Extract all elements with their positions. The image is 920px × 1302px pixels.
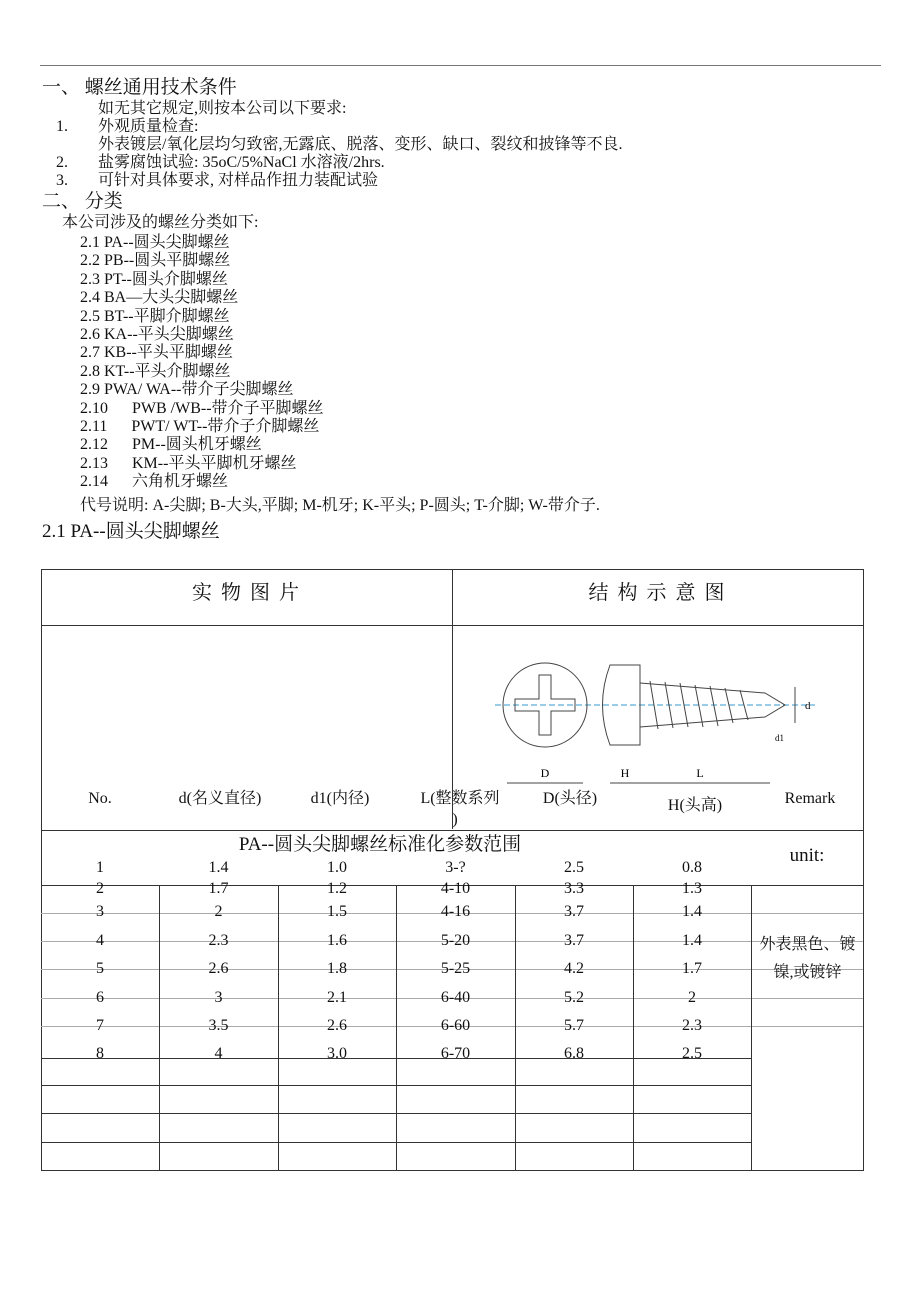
classification-item: 2.9 PWA/ WA--带介子尖脚螺丝	[80, 381, 294, 399]
subsection-title: 2.1 PA--圆头尖脚螺丝	[42, 521, 220, 542]
table-cell: 2.1	[327, 989, 347, 1006]
label-D: D	[540, 766, 550, 780]
table-cell: 1.0	[327, 859, 347, 876]
table-cell: 4	[214, 1045, 223, 1062]
table-cell: 3.3	[564, 880, 584, 897]
remark-text: 外表黑色、镀镍,或镀锌	[759, 936, 856, 981]
table-caption: PA--圆头尖脚螺丝标准化参数范围	[238, 834, 522, 855]
classification-item: 2.4 BA—大头尖脚螺丝	[80, 289, 239, 307]
label-H: H	[620, 766, 630, 780]
table-cell: 1.8	[327, 960, 347, 977]
unit-label: unit:	[789, 845, 825, 866]
table-cell: 7	[96, 1017, 104, 1034]
item-text: 盐雾腐蚀试验: 35oC/5%NaCl 水溶液/2hrs.	[98, 154, 385, 171]
classification-item: 2.6 KA--平头尖脚螺丝	[80, 326, 234, 343]
classification-item: 2.1 PA--圆头尖脚螺丝	[80, 234, 230, 251]
table-cell: 2.6	[208, 960, 229, 977]
table-cell: 6-40	[440, 989, 471, 1006]
table-cell: 6.8	[564, 1045, 584, 1062]
table-cell: 2	[214, 903, 223, 920]
column-header: L(整数系列	[420, 790, 500, 807]
table-cell: 5-25	[440, 960, 471, 977]
item-text: 外表镀层/氧化层均匀致密,无露底、脱落、变形、缺口、裂纹和披锋等不良.	[98, 136, 623, 153]
table-cell: 5	[96, 960, 104, 977]
column-header: H(头高)	[667, 797, 723, 814]
classification-item: 2.11 PWT/ WT--带介子介脚螺丝	[80, 418, 320, 435]
classification-item: 2.14 六角机牙螺丝	[80, 473, 229, 491]
classification-item: 2.12 PM--圆头机牙螺丝	[80, 436, 262, 454]
table-cell: 1.4	[682, 932, 702, 949]
classification-item: 2.5 BT--平脚介脚螺丝	[80, 307, 230, 325]
table-cell: 2	[96, 880, 104, 897]
table-cell: 4-16	[440, 903, 471, 920]
table-cell: 1.4	[208, 859, 229, 876]
table-cell: 5.7	[564, 1017, 584, 1034]
table-cell: 1.4	[682, 903, 702, 920]
classification-item: 2.2 PB--圆头平脚螺丝	[80, 252, 231, 270]
table-cell: 1.7	[208, 880, 229, 897]
item-text: 可针对具体要求, 对样品作扭力装配试验	[98, 172, 379, 189]
section1-title: 一、 螺丝通用技术条件	[42, 77, 237, 98]
table-cell: 3-?	[445, 859, 466, 876]
item-num: 2.	[56, 154, 68, 171]
table-cell: 2.3	[208, 932, 229, 949]
table-cell: 3	[96, 903, 104, 920]
table-cell: 3.5	[208, 1017, 229, 1034]
section2-title: 二、 分类	[42, 191, 123, 212]
section2-intro: 本公司涉及的螺丝分类如下:	[62, 214, 259, 231]
table-cell: 1.7	[682, 960, 702, 977]
table-cell: 2.6	[327, 1017, 347, 1034]
item-num: 1.	[56, 118, 68, 135]
table-cell: 6-70	[440, 1045, 471, 1062]
table-cell: 4-10	[440, 880, 471, 897]
table-cell: 1.2	[327, 880, 347, 897]
table-cell: 0.8	[682, 859, 702, 876]
table-cell: 3.0	[327, 1045, 347, 1062]
item-num: 3.	[56, 172, 68, 189]
table-cell: 6-60	[440, 1017, 471, 1034]
label-d: d	[805, 700, 811, 712]
diagram-header: 结 构 示 意 图	[588, 582, 727, 604]
table-cell: 3.7	[564, 932, 584, 949]
column-header: d1(内径)	[310, 790, 370, 807]
table-cell: 2.5	[682, 1045, 702, 1062]
column-header: Remark	[784, 790, 836, 807]
column-header: No.	[88, 790, 112, 807]
table-cell: 1.5	[327, 903, 347, 920]
table-cell: 3.7	[564, 903, 584, 920]
classification-item: 2.7 KB--平头平脚螺丝	[80, 344, 233, 362]
table-cell: 1	[96, 859, 104, 876]
table-cell: 4.2	[564, 960, 584, 977]
section1-intro: 如无其它规定,则按本公司以下要求:	[98, 100, 347, 117]
table-cell: 2.3	[682, 1017, 702, 1034]
table-cell: 1.3	[682, 880, 702, 897]
column-header: D(头径)	[542, 790, 598, 807]
table-cell: 2.5	[564, 859, 584, 876]
classification-item: 2.8 KT--平头介脚螺丝	[80, 362, 231, 380]
classification-item: 2.13 KM--平头平脚机牙螺丝	[80, 454, 297, 472]
table-cell: 6	[96, 989, 104, 1006]
classification-item: 2.3 PT--圆头介脚螺丝	[80, 270, 228, 288]
table-cell: 5.2	[564, 989, 584, 1006]
item-text: 外观质量检查:	[98, 118, 199, 135]
table-cell: 8	[96, 1045, 104, 1062]
photo-header: 实 物 图 片	[192, 582, 301, 604]
table-cell: 1.6	[327, 932, 347, 949]
column-header: d(名义直径)	[178, 790, 262, 807]
table-cell: 2	[688, 989, 696, 1006]
label-d1: d1	[775, 733, 784, 743]
table-cell: 4	[96, 932, 104, 949]
code-legend: 代号说明: A-尖脚; B-大头,平脚; M-机牙; K-平头; P-圆头; T-介脚; W-带介子.	[80, 497, 600, 514]
column-overflow: )	[452, 811, 458, 828]
top-rule	[40, 65, 881, 66]
label-L: L	[696, 766, 704, 780]
classification-item: 2.10 PWB /WB--带介子平脚螺丝	[80, 399, 324, 417]
screw-structure-diagram	[495, 645, 815, 790]
table-cell: 3	[214, 989, 223, 1006]
table-cell: 5-20	[440, 932, 471, 949]
